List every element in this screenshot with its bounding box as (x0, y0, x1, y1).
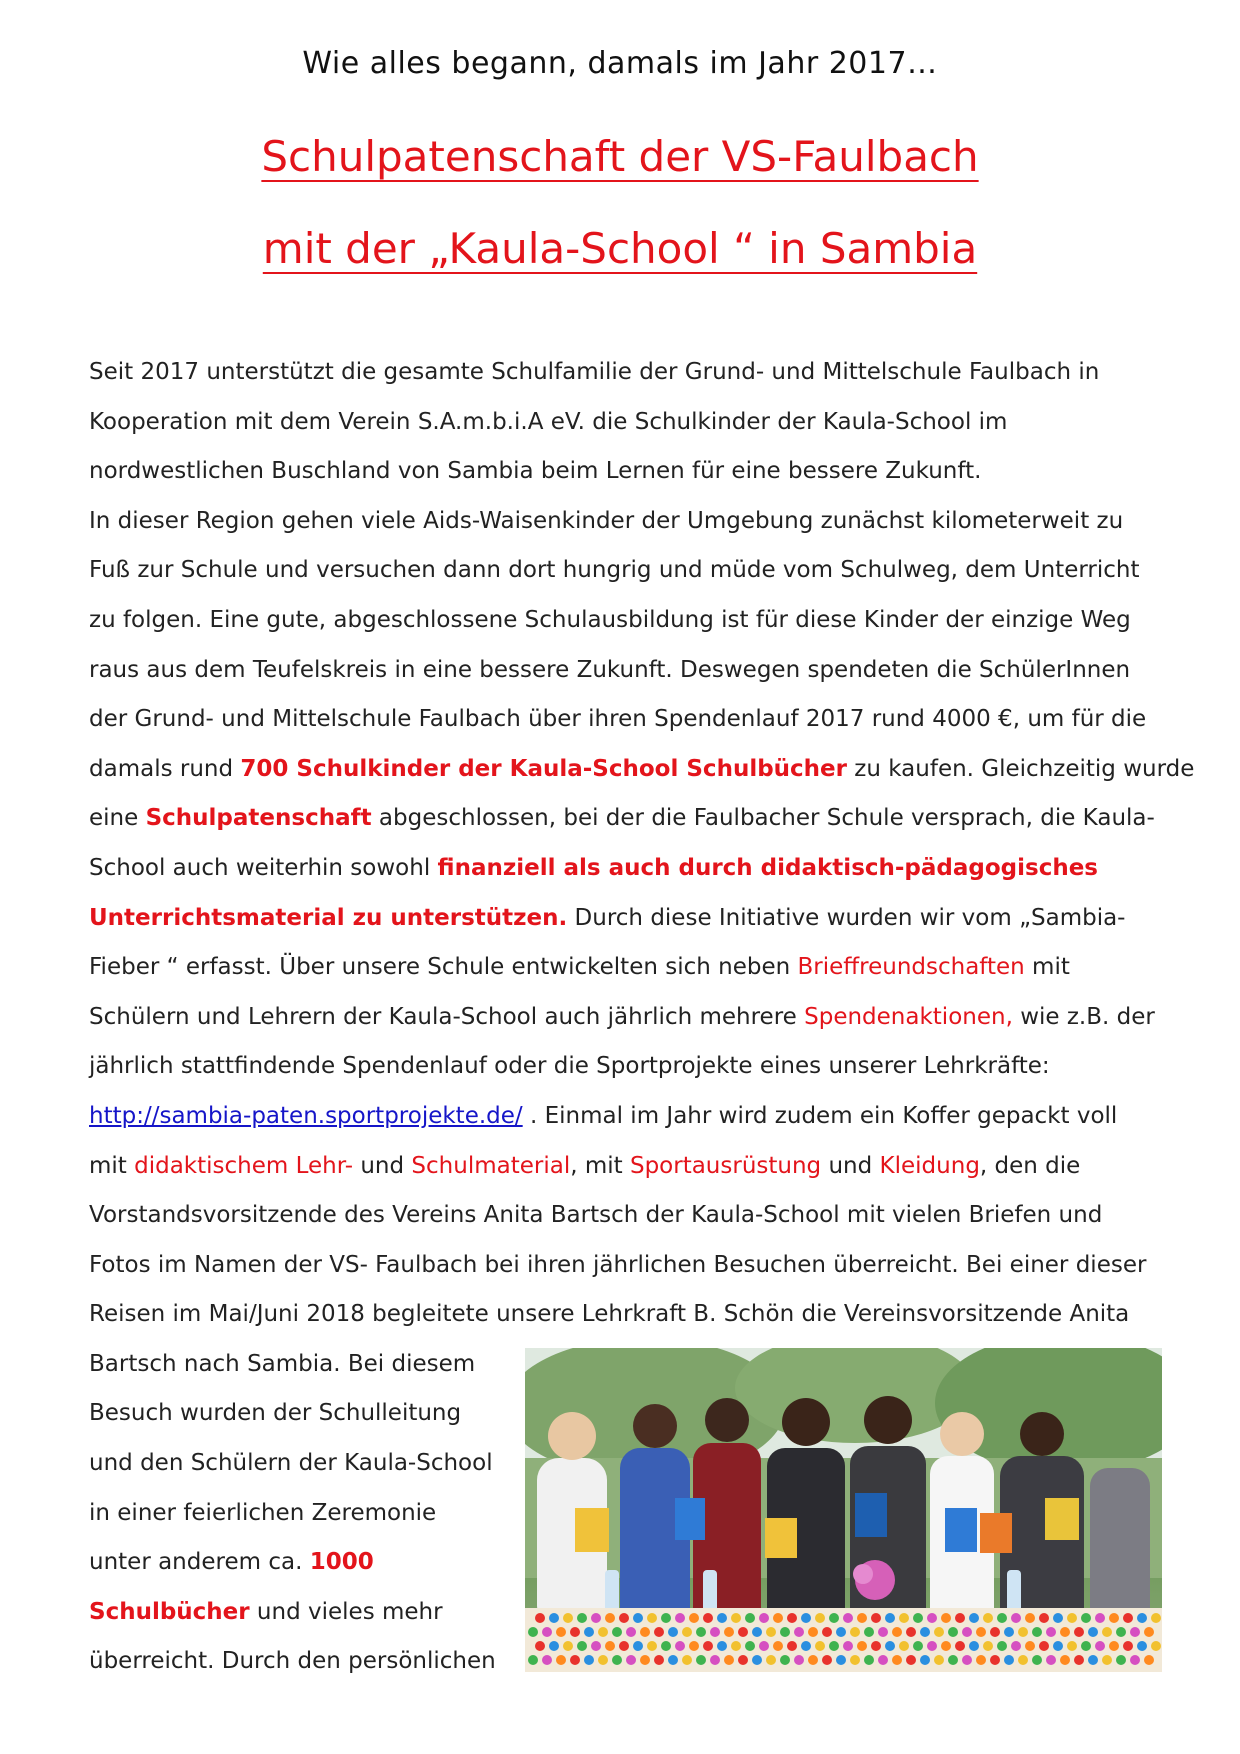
tablecloth-dot (668, 1655, 678, 1665)
tablecloth-dot (1116, 1655, 1126, 1665)
text-line: Besuch wurden der Schulleitung (89, 1400, 462, 1427)
tablecloth-dot (1116, 1627, 1126, 1637)
tablecloth-dot (927, 1641, 937, 1651)
intro-heading: Wie alles begann, damals im Jahr 2017… (302, 46, 938, 81)
tablecloth-dot (808, 1627, 818, 1637)
tablecloth-dot (1081, 1613, 1091, 1623)
tablecloth-dot (1123, 1641, 1133, 1651)
tablecloth-dot (1151, 1641, 1161, 1651)
tablecloth-dot (1074, 1655, 1084, 1665)
tablecloth-dot (794, 1627, 804, 1637)
tablecloth-dot (773, 1613, 783, 1623)
tablecloth-dot (556, 1627, 566, 1637)
tablecloth-dot (1039, 1613, 1049, 1623)
ceremony-photo (525, 1348, 1162, 1672)
tablecloth-dot (962, 1627, 972, 1637)
title-line-1: Schulpatenschaft der VS-Faulbach (261, 132, 979, 181)
highlight-text: finanziell als auch durch didaktisch-pädagogisches (437, 854, 1099, 881)
tablecloth-dot (976, 1655, 986, 1665)
tablecloth-dot (1109, 1613, 1119, 1623)
tablecloth-dot (1025, 1613, 1035, 1623)
tablecloth-dot (1067, 1641, 1077, 1651)
tablecloth-dot (661, 1613, 671, 1623)
text-line: http://sambia-paten.sportprojekte.de/ . Einmal im Jahr wird zudem ein Koffer gepackt voll (89, 1102, 1118, 1129)
tablecloth-dot (759, 1641, 769, 1651)
tablecloth-dot (675, 1613, 685, 1623)
tablecloth-dot (591, 1613, 601, 1623)
tablecloth-dot (934, 1655, 944, 1665)
tablecloth-dot (668, 1627, 678, 1637)
tablecloth-dot (871, 1641, 881, 1651)
tablecloth-dot (1095, 1641, 1105, 1651)
highlight-text: Brieffreundschaften (797, 954, 1025, 981)
tablecloth-dot (878, 1655, 888, 1665)
tablecloth-dot (976, 1627, 986, 1637)
tablecloth-dot (948, 1627, 958, 1637)
tablecloth-dot (864, 1655, 874, 1665)
tablecloth-dot (563, 1613, 573, 1623)
tablecloth-dot (899, 1613, 909, 1623)
highlight-text: 1000 (309, 1549, 374, 1576)
highlight-text: didaktischem Lehr- (134, 1152, 354, 1179)
tablecloth-dot (570, 1627, 580, 1637)
tablecloth-dot (689, 1613, 699, 1623)
tablecloth-dot (836, 1627, 846, 1637)
tablecloth-dot (612, 1655, 622, 1665)
tablecloth-dot (787, 1641, 797, 1651)
tablecloth-dot (591, 1641, 601, 1651)
tablecloth-dot (815, 1641, 825, 1651)
tablecloth-dot (969, 1641, 979, 1651)
text-line: School auch weiterhin sowohl finanziell als auch durch didaktisch-pädagogisches (89, 854, 1099, 881)
tablecloth-dot (1039, 1641, 1049, 1651)
highlight-text: Sportausrüstung (629, 1152, 822, 1179)
tablecloth-dot (738, 1627, 748, 1637)
text-line: und den Schülern der Kaula-School (89, 1450, 493, 1477)
tablecloth-dot (962, 1655, 972, 1665)
tablecloth-dot (731, 1641, 741, 1651)
tablecloth-dot (1123, 1613, 1133, 1623)
tablecloth-dot (857, 1641, 867, 1651)
tablecloth-dot (913, 1641, 923, 1651)
tablecloth-dot (1151, 1613, 1161, 1623)
highlight-text: Schulmaterial (411, 1152, 571, 1179)
tablecloth-dot (913, 1613, 923, 1623)
tablecloth-dot (528, 1655, 538, 1665)
tablecloth-dot (710, 1627, 720, 1637)
tablecloth-dot (1144, 1627, 1154, 1637)
text-line: Kooperation mit dem Verein S.A.m.b.i.A eV. die Schulkinder der Kaula-School im (89, 408, 1008, 435)
tablecloth-dot (990, 1655, 1000, 1665)
tablecloth-dot (626, 1627, 636, 1637)
tablecloth-dot (829, 1613, 839, 1623)
tablecloth-dot (878, 1627, 888, 1637)
text-line: überreicht. Durch den persönlichen (89, 1648, 496, 1675)
tablecloth-dot (955, 1613, 965, 1623)
highlight-text: Schulbücher (89, 1598, 250, 1625)
tablecloth-dot (1011, 1613, 1021, 1623)
tablecloth-dot (598, 1655, 608, 1665)
tablecloth-dot (1130, 1627, 1140, 1637)
tablecloth-dot (535, 1641, 545, 1651)
tablecloth-dot (633, 1613, 643, 1623)
tablecloth-dot (1102, 1655, 1112, 1665)
tablecloth-dot (773, 1641, 783, 1651)
tablecloth-dot (780, 1655, 790, 1665)
highlight-text: 700 Schulkinder der Kaula-School Schulbücher (240, 755, 847, 782)
highlight-text: Spendenaktionen, (804, 1003, 1013, 1030)
text-line: Schülern und Lehrern der Kaula-School auch jährlich mehrere Spendenaktionen, wie z.B. der (89, 1003, 1155, 1030)
tablecloth-dot (682, 1655, 692, 1665)
tablecloth-dot (1032, 1655, 1042, 1665)
tablecloth-dot (780, 1627, 790, 1637)
tablecloth-dot (1144, 1655, 1154, 1665)
tablecloth-dot (906, 1627, 916, 1637)
tablecloth-dot (577, 1641, 587, 1651)
tablecloth-dot (752, 1627, 762, 1637)
text-line: jährlich stattfindende Spendenlauf oder die Sportprojekte eines unserer Lehrkräfte: (89, 1053, 1050, 1080)
text-line: In dieser Region gehen viele Aids-Waisenkinder der Umgebung zunächst kilometerweit zu (89, 507, 1124, 534)
text-line: Fieber “ erfasst. Über unsere Schule entwickelten sich neben Brieffreundschaften mit (89, 954, 1070, 981)
tablecloth-dot (654, 1627, 664, 1637)
tablecloth-dot (766, 1655, 776, 1665)
tablecloth-dot (948, 1655, 958, 1665)
tablecloth-dot (906, 1655, 916, 1665)
tablecloth-dot (689, 1641, 699, 1651)
tablecloth-dot (1074, 1627, 1084, 1637)
tablecloth-dot (1004, 1655, 1014, 1665)
highlight-text: Schulpatenschaft (145, 805, 372, 832)
highlight-text: Unterrichtsmaterial zu unterstützen. (89, 904, 568, 931)
tablecloth-dot (717, 1613, 727, 1623)
text-line: zu folgen. Eine gute, abgeschlossene Schulausbildung ist für diese Kinder der einzige Weg (89, 606, 1131, 633)
tablecloth-dot (647, 1613, 657, 1623)
tablecloth-dot (703, 1613, 713, 1623)
tablecloth-dot (1088, 1655, 1098, 1665)
text-line: damals rund 700 Schulkinder der Kaula-School Schulbücher zu kaufen. Gleichzeitig wurde (89, 755, 1195, 782)
text-line: Fotos im Namen der VS- Faulbach bei ihren jährlichen Besuchen überreicht. Bei einer dieser (89, 1251, 1147, 1278)
tablecloth-dot (1053, 1641, 1063, 1651)
tablecloth-dot (983, 1613, 993, 1623)
tablecloth-dot (829, 1641, 839, 1651)
tablecloth-dot (626, 1655, 636, 1665)
tablecloth-dot (822, 1627, 832, 1637)
title-line-2: mit der „Kaula-School “ in Sambia (262, 224, 978, 273)
tablecloth-dot (843, 1613, 853, 1623)
tablecloth-dot (1032, 1627, 1042, 1637)
tablecloth-dot (1109, 1641, 1119, 1651)
text-line: raus aus dem Teufelskreis in eine bessere Zukunft. Deswegen spendeten die SchülerInnen (89, 656, 1131, 683)
tablecloth-dot (1081, 1641, 1091, 1651)
tablecloth-dot (682, 1627, 692, 1637)
tablecloth-dot (885, 1641, 895, 1651)
text-line: Vorstandsvorsitzende des Vereins Anita Bartsch der Kaula-School mit vielen Briefen und (89, 1202, 1103, 1229)
tablecloth-dot (801, 1613, 811, 1623)
tablecloth-dot (899, 1641, 909, 1651)
tablecloth-dot (640, 1655, 650, 1665)
text-line: Fuß zur Schule und versuchen dann dort hungrig und müde vom Schulweg, dem Unterricht (89, 557, 1140, 584)
tablecloth-dot (941, 1641, 951, 1651)
tablecloth-dot (605, 1613, 615, 1623)
tablecloth-dot (647, 1641, 657, 1651)
tablecloth-dot (661, 1641, 671, 1651)
tablecloth-dot (983, 1641, 993, 1651)
tablecloth-dot (997, 1613, 1007, 1623)
tablecloth-dot (759, 1613, 769, 1623)
tablecloth-dot (1095, 1613, 1105, 1623)
tablecloth-dot (745, 1613, 755, 1623)
tablecloth-dot (1018, 1627, 1028, 1637)
tablecloth-dot (1025, 1641, 1035, 1651)
tablecloth-dot (584, 1655, 594, 1665)
tablecloth-dot (1067, 1613, 1077, 1623)
tablecloth-dot (598, 1627, 608, 1637)
tablecloth-dot (675, 1641, 685, 1651)
text-line: der Grund- und Mittelschule Faulbach über ihren Spendenlauf 2017 rund 4000 €, um für die (89, 706, 1147, 733)
tablecloth-dot (633, 1641, 643, 1651)
tablecloth-dot (696, 1655, 706, 1665)
tablecloth-dot (885, 1613, 895, 1623)
tablecloth-dot (577, 1613, 587, 1623)
tablecloth-dot (528, 1627, 538, 1637)
tablecloth-dot (717, 1641, 727, 1651)
text-line: Bartsch nach Sambia. Bei diesem (89, 1350, 476, 1377)
tablecloth-dot (990, 1627, 1000, 1637)
tablecloth-dot (794, 1655, 804, 1665)
tablecloth-dot (941, 1613, 951, 1623)
tablecloth-dot (745, 1641, 755, 1651)
tablecloth-dot (1046, 1655, 1056, 1665)
text-line: mit didaktischem Lehr- und Schulmaterial, mit Sportausrüstung und Kleidung, den die (89, 1152, 1081, 1179)
tablecloth-dot (1053, 1613, 1063, 1623)
tablecloth-dot (619, 1613, 629, 1623)
tablecloth-dot (1130, 1655, 1140, 1665)
tablecloth-dot (710, 1655, 720, 1665)
text-line: Seit 2017 unterstützt die gesamte Schulfamilie der Grund- und Mittelschule Faulbach in (89, 359, 1100, 385)
sambia-paten-link[interactable]: http://sambia-paten.sportprojekte.de/ (89, 1102, 523, 1129)
text-line: nordwestlichen Buschland von Sambia beim Lernen für eine bessere Zukunft. (89, 458, 982, 485)
tablecloth-dot (1102, 1627, 1112, 1637)
tablecloth-dot (787, 1613, 797, 1623)
tablecloth-dot (696, 1627, 706, 1637)
text-line: Reisen im Mai/Juni 2018 begleitete unsere Lehrkraft B. Schön die Vereinsvorsitzende Anita (89, 1301, 1130, 1328)
tablecloth-dot (1046, 1627, 1056, 1637)
tablecloth-dot (815, 1613, 825, 1623)
tablecloth-dot (535, 1613, 545, 1623)
tablecloth-dot (605, 1641, 615, 1651)
tablecloth-dot (1060, 1655, 1070, 1665)
tablecloth-dot (892, 1655, 902, 1665)
tablecloth-dot (563, 1641, 573, 1651)
tablecloth-dot (1011, 1641, 1021, 1651)
tablecloth-dot (850, 1627, 860, 1637)
tablecloth-dot (738, 1655, 748, 1665)
tablecloth-dot (1060, 1627, 1070, 1637)
tablecloth-dot (927, 1613, 937, 1623)
tablecloth-dot (542, 1655, 552, 1665)
tablecloth-dot (584, 1627, 594, 1637)
tablecloth-dot (570, 1655, 580, 1665)
tablecloth-dot (752, 1655, 762, 1665)
tablecloth-dot (871, 1613, 881, 1623)
tablecloth-dot (556, 1655, 566, 1665)
tablecloth-dot (549, 1641, 559, 1651)
tablecloth-dot (997, 1641, 1007, 1651)
text-line: Unterrichtsmaterial zu unterstützen. Durch diese Initiative wurden wir vom „Sambia- (89, 904, 1126, 931)
tablecloth-dot (1088, 1627, 1098, 1637)
tablecloth-dot (969, 1613, 979, 1623)
text-line: in einer feierlichen Zeremonie (89, 1499, 437, 1526)
tablecloth-dot (857, 1613, 867, 1623)
tablecloth-dot (1004, 1627, 1014, 1637)
ceremony-photo-illustration (525, 1348, 1162, 1672)
tablecloth-dot (1137, 1613, 1147, 1623)
tablecloth-dot (731, 1613, 741, 1623)
tablecloth-dot (843, 1641, 853, 1651)
tablecloth-dot (934, 1627, 944, 1637)
highlight-text: Kleidung (879, 1152, 980, 1179)
tablecloth-dot (703, 1641, 713, 1651)
text-line: unter anderem ca. 1000 (89, 1549, 374, 1576)
tablecloth-dot (766, 1627, 776, 1637)
tablecloth-dot (850, 1655, 860, 1665)
tablecloth-dot (724, 1627, 734, 1637)
tablecloth-dot (1018, 1655, 1028, 1665)
tablecloth-dot (1137, 1641, 1147, 1651)
text-line: eine Schulpatenschaft abgeschlossen, bei der die Faulbacher Schule versprach, die Kaula- (89, 805, 1155, 832)
tablecloth-dot (801, 1641, 811, 1651)
tablecloth-dot (542, 1627, 552, 1637)
tablecloth-dot (612, 1627, 622, 1637)
tablecloth-dot (808, 1655, 818, 1665)
tablecloth-dot (955, 1641, 965, 1651)
tablecloth-dot (920, 1655, 930, 1665)
tablecloth-dot (724, 1655, 734, 1665)
tablecloth-dot (892, 1627, 902, 1637)
tablecloth-dot (920, 1627, 930, 1637)
tablecloth-dot (654, 1655, 664, 1665)
tablecloth-dot (822, 1655, 832, 1665)
tablecloth-dot (640, 1627, 650, 1637)
tablecloth-dot (836, 1655, 846, 1665)
tablecloth-dot (619, 1641, 629, 1651)
tablecloth-dot (549, 1613, 559, 1623)
text-line: Schulbücher und vieles mehr (89, 1598, 443, 1625)
tablecloth-dot (864, 1627, 874, 1637)
